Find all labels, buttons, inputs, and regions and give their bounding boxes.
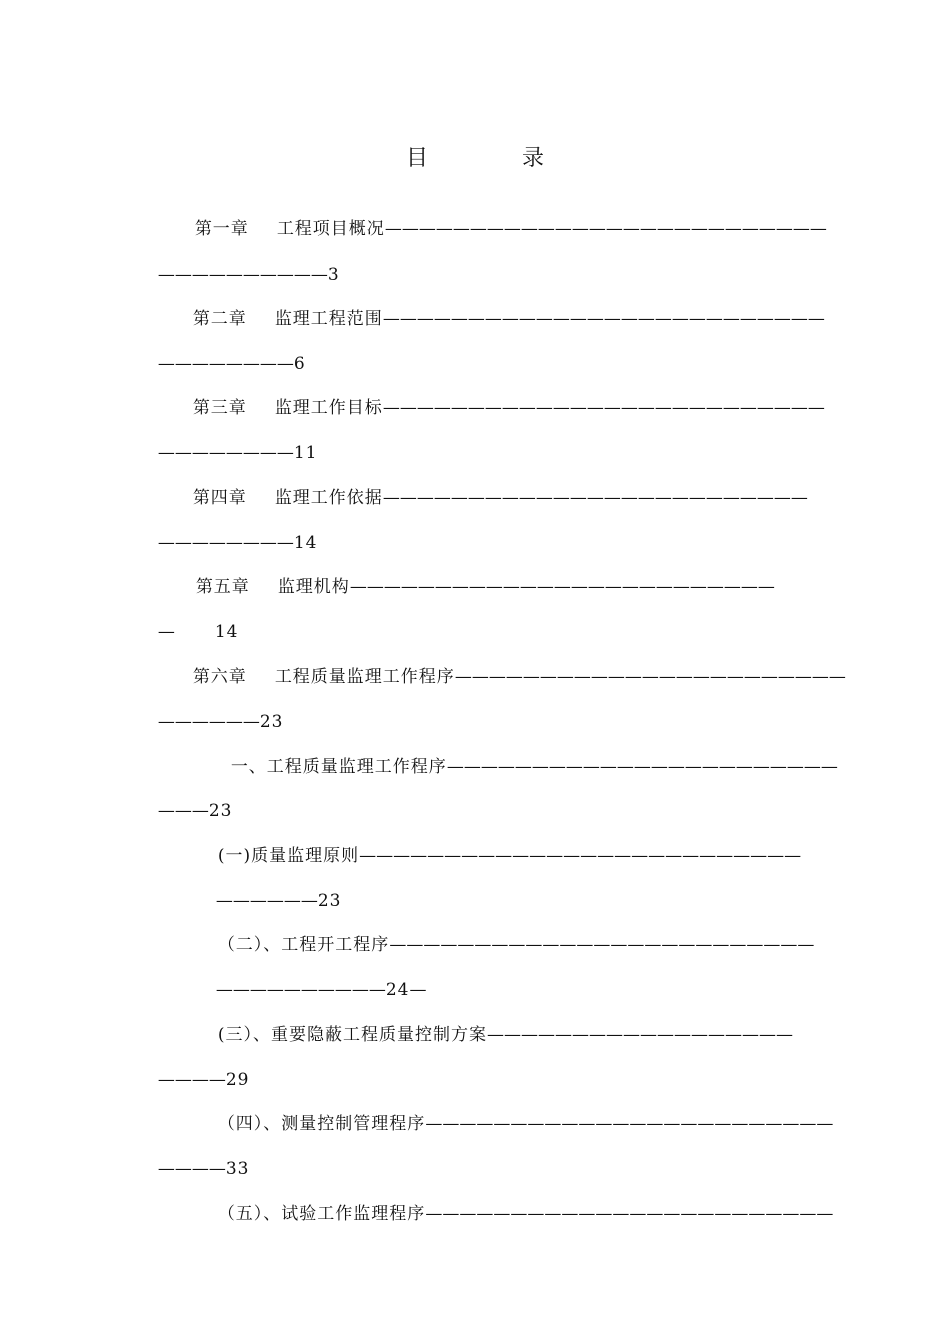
toc-chapter-label: 第五章 [195,577,250,597]
toc-page-number: 23 [317,891,342,911]
toc-leader-dashes: ———————— [157,443,294,463]
toc-page-number: 24— [385,980,428,1000]
toc-entry-text: 工程项目概况 [276,219,385,239]
toc-entry-text: （二）、工程开工程序 [217,935,390,955]
toc-entry-line1[interactable] [205,1085,833,1137]
toc-leader-dashes: ————————————————————————— [382,488,808,508]
toc-chapter-label: 第三章 [192,398,247,418]
toc-page-number: 3 [327,265,340,285]
toc-leader-dashes: — [157,622,175,642]
toc-entry-text: (三）、重要隐蔽工程质量控制方案 [217,1025,487,1045]
toc-page-number: 23 [208,801,233,821]
toc-leader-dashes: ———————————————————————— [425,1114,834,1134]
toc-leader-dashes: —————— [215,891,318,911]
toc-page-number: 14 [214,622,239,642]
toc-leader-dashes: —————————————————————————— [359,846,802,866]
toc-leader-dashes: —————————————————— [486,1025,793,1045]
toc-entry-text: 监理工作依据 [274,488,383,508]
toc-entry-text: 监理机构 [277,577,350,597]
toc-page-number: 23 [259,712,284,732]
toc-leader-dashes: ———————— [157,533,294,553]
toc-entry-text: （四）、测量控制管理程序 [217,1114,426,1134]
toc-page-number: 33 [225,1159,250,1179]
toc-entry-text: （五）、试验工作监理程序 [217,1204,426,1224]
toc-entry-line1[interactable] [182,190,827,242]
toc-entry-text: 监理工程范围 [274,309,383,329]
toc-leader-dashes: —————— [157,712,260,732]
toc-chapter-label: 第四章 [192,488,247,508]
toc-leader-dashes: ———————————————————————— [425,1204,834,1224]
toc-chapter-label: 第二章 [192,309,247,329]
page-title: 目 录 [405,146,580,171]
toc-leader-dashes: ————————————————————————— [389,935,815,955]
toc-leader-dashes: —————————————————————————— [382,398,825,418]
toc-leader-dashes: ———— [157,1070,226,1090]
toc-entry-text: (一)质量监理原则 [217,846,360,866]
toc-page-number: 29 [225,1070,250,1090]
toc-leader-dashes: ——————————————————————— [446,757,838,777]
toc-chapter-label: 第六章 [192,667,247,687]
toc-entry-line1[interactable] [205,1175,833,1227]
toc-leader-dashes: —————————————————————————— [382,309,825,329]
toc-leader-dashes: ———————— [157,354,294,374]
toc-leader-dashes: —————————— [157,265,328,285]
toc-leader-dashes: ————————————————————————— [349,577,775,597]
toc-leader-dashes: ——— [157,801,209,821]
toc-entry-line1[interactable] [183,548,775,600]
toc-chapter-label: 第一章 [194,219,249,239]
toc-entry-text: 监理工作目标 [274,398,383,418]
toc-entry-line1[interactable] [218,728,838,780]
toc-entry-text: 一、工程质量监理工作程序 [230,757,447,777]
toc-leader-dashes: ——————————————————————— [454,667,846,687]
toc-page-number: 6 [293,354,306,374]
toc-entry-text: 工程质量监理工作程序 [274,667,455,687]
toc-page-number: 14 [293,533,318,553]
toc-entry-line1[interactable] [205,996,793,1048]
toc-page-number: 11 [293,443,318,463]
toc-leader-dashes: —————————— [215,980,386,1000]
toc-leader-dashes: —————————————————————————— [384,219,827,239]
toc-leader-dashes: ———— [157,1159,226,1179]
